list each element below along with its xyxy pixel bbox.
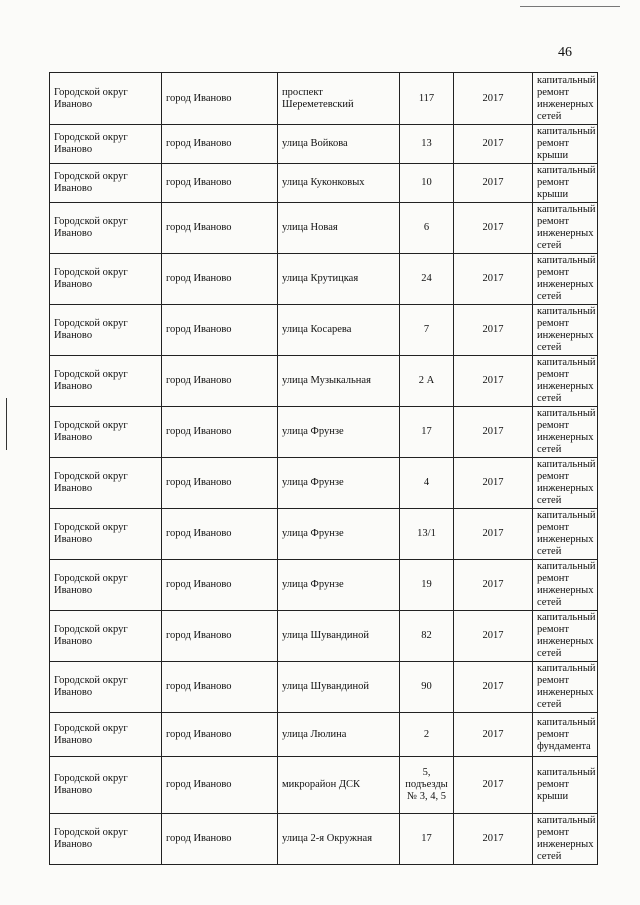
cell-settlement: город Иваново	[162, 73, 278, 125]
cell-house: 6	[400, 203, 454, 254]
cell-street: улица Шувандиной	[278, 662, 400, 713]
cell-work: капитальный ремонт инженерных сетей	[533, 254, 598, 305]
cell-house: 2 А	[400, 356, 454, 407]
cell-street: улица Косарева	[278, 305, 400, 356]
cell-settlement: город Иваново	[162, 305, 278, 356]
cell-year: 2017	[454, 509, 533, 560]
cell-street: улица Люлина	[278, 713, 400, 757]
table-row	[50, 407, 598, 458]
cell-settlement: город Иваново	[162, 662, 278, 713]
cell-street: улица Новая	[278, 203, 400, 254]
table-row	[50, 254, 598, 305]
cell-municipality: Городской округ Иваново	[50, 757, 162, 814]
cell-municipality: Городской округ Иваново	[50, 509, 162, 560]
table-row	[50, 611, 598, 662]
cell-settlement: город Иваново	[162, 814, 278, 865]
table-row	[50, 509, 598, 560]
cell-municipality: Городской округ Иваново	[50, 458, 162, 509]
cell-street: улица Фрунзе	[278, 458, 400, 509]
cell-street: микрорайон ДСК	[278, 757, 400, 814]
cell-year: 2017	[454, 458, 533, 509]
cell-house: 7	[400, 305, 454, 356]
cell-work: капитальный ремонт инженерных сетей	[533, 356, 598, 407]
cell-house: 82	[400, 611, 454, 662]
cell-municipality: Городской округ Иваново	[50, 407, 162, 458]
cell-year: 2017	[454, 662, 533, 713]
cell-settlement: город Иваново	[162, 757, 278, 814]
table-row	[50, 713, 598, 757]
cell-year: 2017	[454, 356, 533, 407]
scan-edge-mark-left	[6, 398, 7, 450]
cell-work: капитальный ремонт инженерных сетей	[533, 560, 598, 611]
scan-edge-mark-top	[520, 6, 620, 7]
table-row	[50, 73, 598, 125]
table-row	[50, 757, 598, 814]
cell-year: 2017	[454, 305, 533, 356]
cell-municipality: Городской округ Иваново	[50, 560, 162, 611]
table-row	[50, 458, 598, 509]
cell-street: улица Войкова	[278, 125, 400, 164]
repair-schedule-table	[49, 72, 598, 865]
cell-work: капитальный ремонт фундамента	[533, 713, 598, 757]
cell-settlement: город Иваново	[162, 509, 278, 560]
cell-settlement: город Иваново	[162, 356, 278, 407]
cell-work: капитальный ремонт крыши	[533, 125, 598, 164]
cell-work: капитальный ремонт инженерных сетей	[533, 458, 598, 509]
cell-street: улица Фрунзе	[278, 407, 400, 458]
cell-municipality: Городской округ Иваново	[50, 662, 162, 713]
table-row	[50, 662, 598, 713]
cell-house: 4	[400, 458, 454, 509]
cell-year: 2017	[454, 203, 533, 254]
cell-municipality: Городской округ Иваново	[50, 203, 162, 254]
cell-work: капитальный ремонт крыши	[533, 164, 598, 203]
cell-municipality: Городской округ Иваново	[50, 164, 162, 203]
table-row	[50, 814, 598, 865]
cell-year: 2017	[454, 560, 533, 611]
cell-municipality: Городской округ Иваново	[50, 713, 162, 757]
table-row	[50, 164, 598, 203]
cell-settlement: город Иваново	[162, 713, 278, 757]
cell-year: 2017	[454, 757, 533, 814]
cell-house: 19	[400, 560, 454, 611]
cell-year: 2017	[454, 73, 533, 125]
table-row	[50, 125, 598, 164]
table-row	[50, 560, 598, 611]
cell-house: 13/1	[400, 509, 454, 560]
cell-municipality: Городской округ Иваново	[50, 254, 162, 305]
cell-house: 17	[400, 814, 454, 865]
cell-settlement: город Иваново	[162, 164, 278, 203]
cell-work: капитальный ремонт инженерных сетей	[533, 509, 598, 560]
cell-street: улица 2-я Окружная	[278, 814, 400, 865]
table-row	[50, 305, 598, 356]
cell-work: капитальный ремонт инженерных сетей	[533, 73, 598, 125]
cell-year: 2017	[454, 254, 533, 305]
cell-settlement: город Иваново	[162, 458, 278, 509]
table-row	[50, 356, 598, 407]
cell-street: улица Крутицкая	[278, 254, 400, 305]
cell-house: 90	[400, 662, 454, 713]
table-row	[50, 203, 598, 254]
cell-work: капитальный ремонт инженерных сетей	[533, 407, 598, 458]
cell-municipality: Городской округ Иваново	[50, 611, 162, 662]
cell-work: капитальный ремонт инженерных сетей	[533, 203, 598, 254]
cell-house: 24	[400, 254, 454, 305]
cell-settlement: город Иваново	[162, 203, 278, 254]
cell-street: улица Фрунзе	[278, 509, 400, 560]
cell-settlement: город Иваново	[162, 611, 278, 662]
cell-year: 2017	[454, 611, 533, 662]
cell-municipality: Городской округ Иваново	[50, 125, 162, 164]
cell-year: 2017	[454, 125, 533, 164]
cell-municipality: Городской округ Иваново	[50, 356, 162, 407]
cell-year: 2017	[454, 713, 533, 757]
cell-house: 13	[400, 125, 454, 164]
cell-street: проспект Шереметевский	[278, 73, 400, 125]
cell-settlement: город Иваново	[162, 125, 278, 164]
page-number: 46	[558, 45, 572, 60]
cell-work: капитальный ремонт инженерных сетей	[533, 305, 598, 356]
cell-year: 2017	[454, 407, 533, 458]
cell-settlement: город Иваново	[162, 560, 278, 611]
cell-municipality: Городской округ Иваново	[50, 73, 162, 125]
cell-settlement: город Иваново	[162, 254, 278, 305]
cell-house: 5, подъезды № 3, 4, 5	[400, 757, 454, 814]
cell-street: улица Куконковых	[278, 164, 400, 203]
cell-settlement: город Иваново	[162, 407, 278, 458]
cell-work: капитальный ремонт инженерных сетей	[533, 662, 598, 713]
cell-house: 10	[400, 164, 454, 203]
cell-year: 2017	[454, 164, 533, 203]
cell-work: капитальный ремонт инженерных сетей	[533, 814, 598, 865]
cell-house: 2	[400, 713, 454, 757]
cell-house: 17	[400, 407, 454, 458]
cell-year: 2017	[454, 814, 533, 865]
cell-work: капитальный ремонт крыши	[533, 757, 598, 814]
cell-municipality: Городской округ Иваново	[50, 305, 162, 356]
cell-house: 117	[400, 73, 454, 125]
cell-street: улица Музыкальная	[278, 356, 400, 407]
cell-street: улица Фрунзе	[278, 560, 400, 611]
cell-work: капитальный ремонт инженерных сетей	[533, 611, 598, 662]
cell-street: улица Шувандиной	[278, 611, 400, 662]
cell-municipality: Городской округ Иваново	[50, 814, 162, 865]
